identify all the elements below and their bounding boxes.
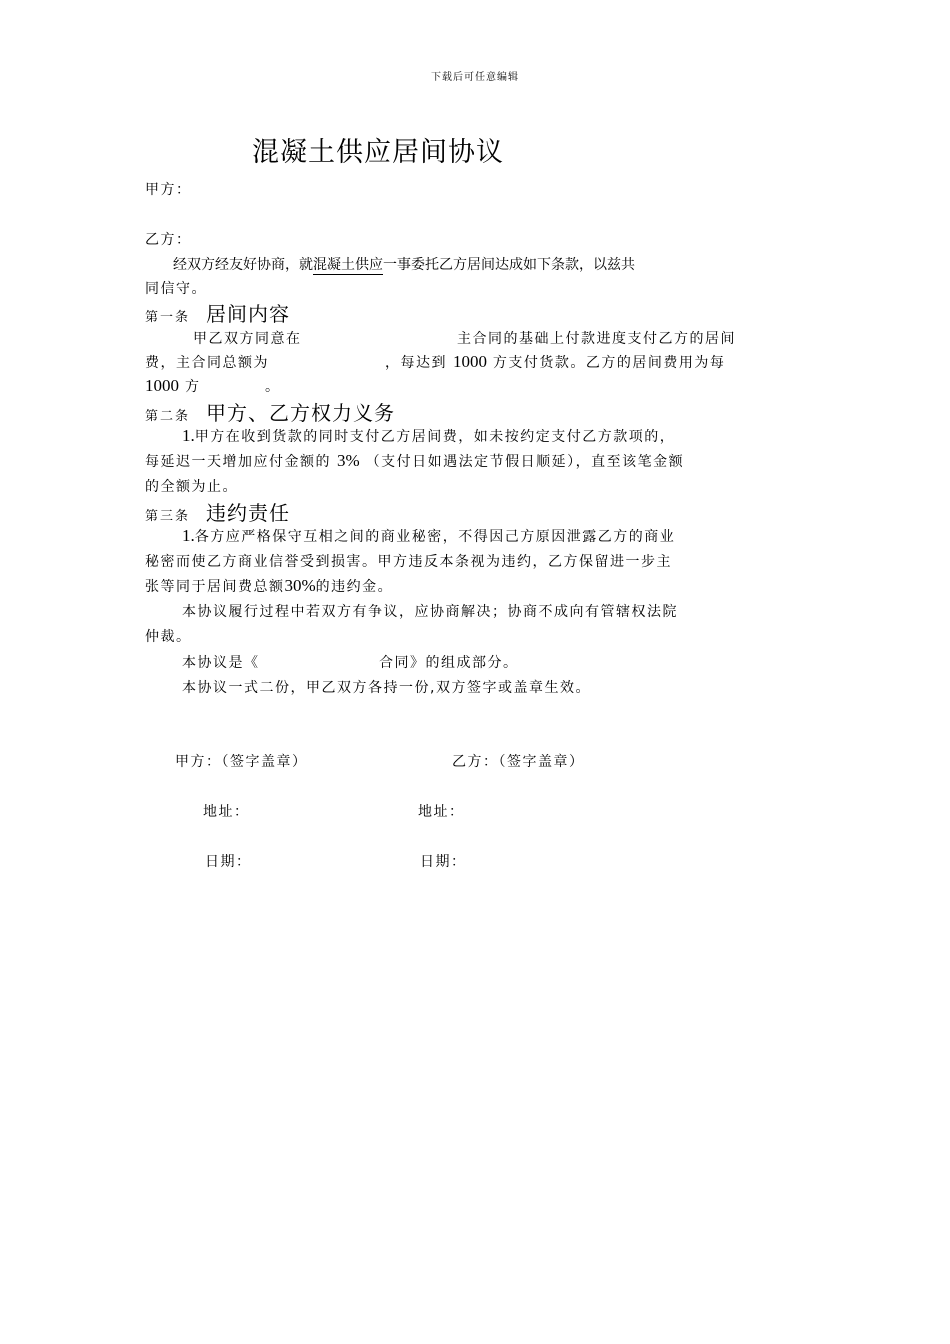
dispute-line-1 [145,601,678,621]
article-1-l2num: 1000 [452,352,487,371]
article-1-l3a: 方 [184,379,201,395]
article-2-l2b: （支付日如遇法定节假日顺延），直至该笔金额 [365,454,685,470]
article-1-l2b: ，每达到 [385,355,447,371]
intro-subject: 混凝土供应 [313,257,383,273]
copies-text: 本协议一式二份，甲乙双方各持一份,双方签字或盖章生效。 [182,680,591,696]
header-note: 下载后可任意编辑 [431,72,519,83]
document-title: 混凝土供应居间协议 [252,137,504,168]
article-3-number: 第三条 [145,509,191,524]
article-1-l3num: 1000 [145,376,179,395]
party-a-label: 甲方： [145,182,192,198]
intro-line-2: 同信守。 [145,281,207,297]
article-3-title: 违约责任 [206,501,291,525]
part-of-contract-a: 本协议是《 [182,655,260,671]
article-2-heading [145,397,395,426]
party-b-label: 乙方： [145,232,192,248]
article-1-l2a: 费，主合同总额为 [145,355,269,371]
intro-pre: 经双方经友好协商，就 [173,257,313,273]
article-3-line-3 [145,576,393,596]
article-2-line-1 [145,426,675,446]
article-1-l3b: 。 [265,379,281,395]
article-2-l2num: 3% [336,451,360,470]
article-1-line-3 [145,376,805,396]
article-1-l1a: 甲乙双方同意在 [193,331,302,347]
article-1-l2c: 方支付货款。乙方的居间费用为每 [492,355,726,371]
intro-post: 一事委托乙方居间达成如下条款，以兹共 [383,257,635,273]
article-1-l1b: 主合同的基础上付款进度支付乙方的居间 [457,331,736,347]
article-1-heading [145,298,290,327]
article-3-l1num: 1. [182,526,195,545]
party-b-date-label: 日期： [420,854,467,870]
article-1-number: 第一条 [145,310,191,325]
article-1-title: 居间内容 [206,302,291,326]
article-2-line-3: 的全额为止。 [145,479,238,495]
copies-line [145,677,591,697]
party-b-address-label: 地址： [418,804,465,820]
article-3-l1: 各方应严格保守互相之间的商业秘密，不得因己方原因泄露乙方的商业 [194,529,676,545]
dispute-line-2: 仲裁。 [145,629,192,645]
article-3-l3num: 30% [284,576,316,595]
party-a-signature-label: 甲方：（签字盖章） [175,754,308,770]
article-3-l3b: 的违约金。 [315,579,394,595]
intro-line-1 [145,254,805,274]
article-2-l2a: 每延迟一天增加应付金额的 [145,454,331,470]
dispute-l1: 本协议履行过程中若双方有争议，应协商解决；协商不成向有管辖权法院 [182,604,678,620]
part-of-contract-b: 合同》的组成部分。 [379,655,519,671]
article-2-l1: 甲方在收到货款的同时支付乙方居间费，如未按约定支付乙方款项的， [194,429,676,445]
article-2-l1num: 1. [182,426,195,445]
article-2-line-2 [145,451,684,471]
article-3-line-1 [145,526,675,546]
party-a-address-label: 地址： [203,804,250,820]
party-b-signature-label: 乙方：（签字盖章） [452,754,585,770]
article-3-heading [145,497,290,526]
article-3-l3a: 张等同于居间费总额 [145,579,285,595]
party-a-date-label: 日期： [205,854,252,870]
article-3-line-2: 秘密而使乙方商业信誉受到损害。甲方违反本条视为违约，乙方保留进一步主 [145,554,672,570]
article-2-title: 甲方、乙方权力义务 [206,401,396,425]
article-2-number: 第二条 [145,409,191,424]
